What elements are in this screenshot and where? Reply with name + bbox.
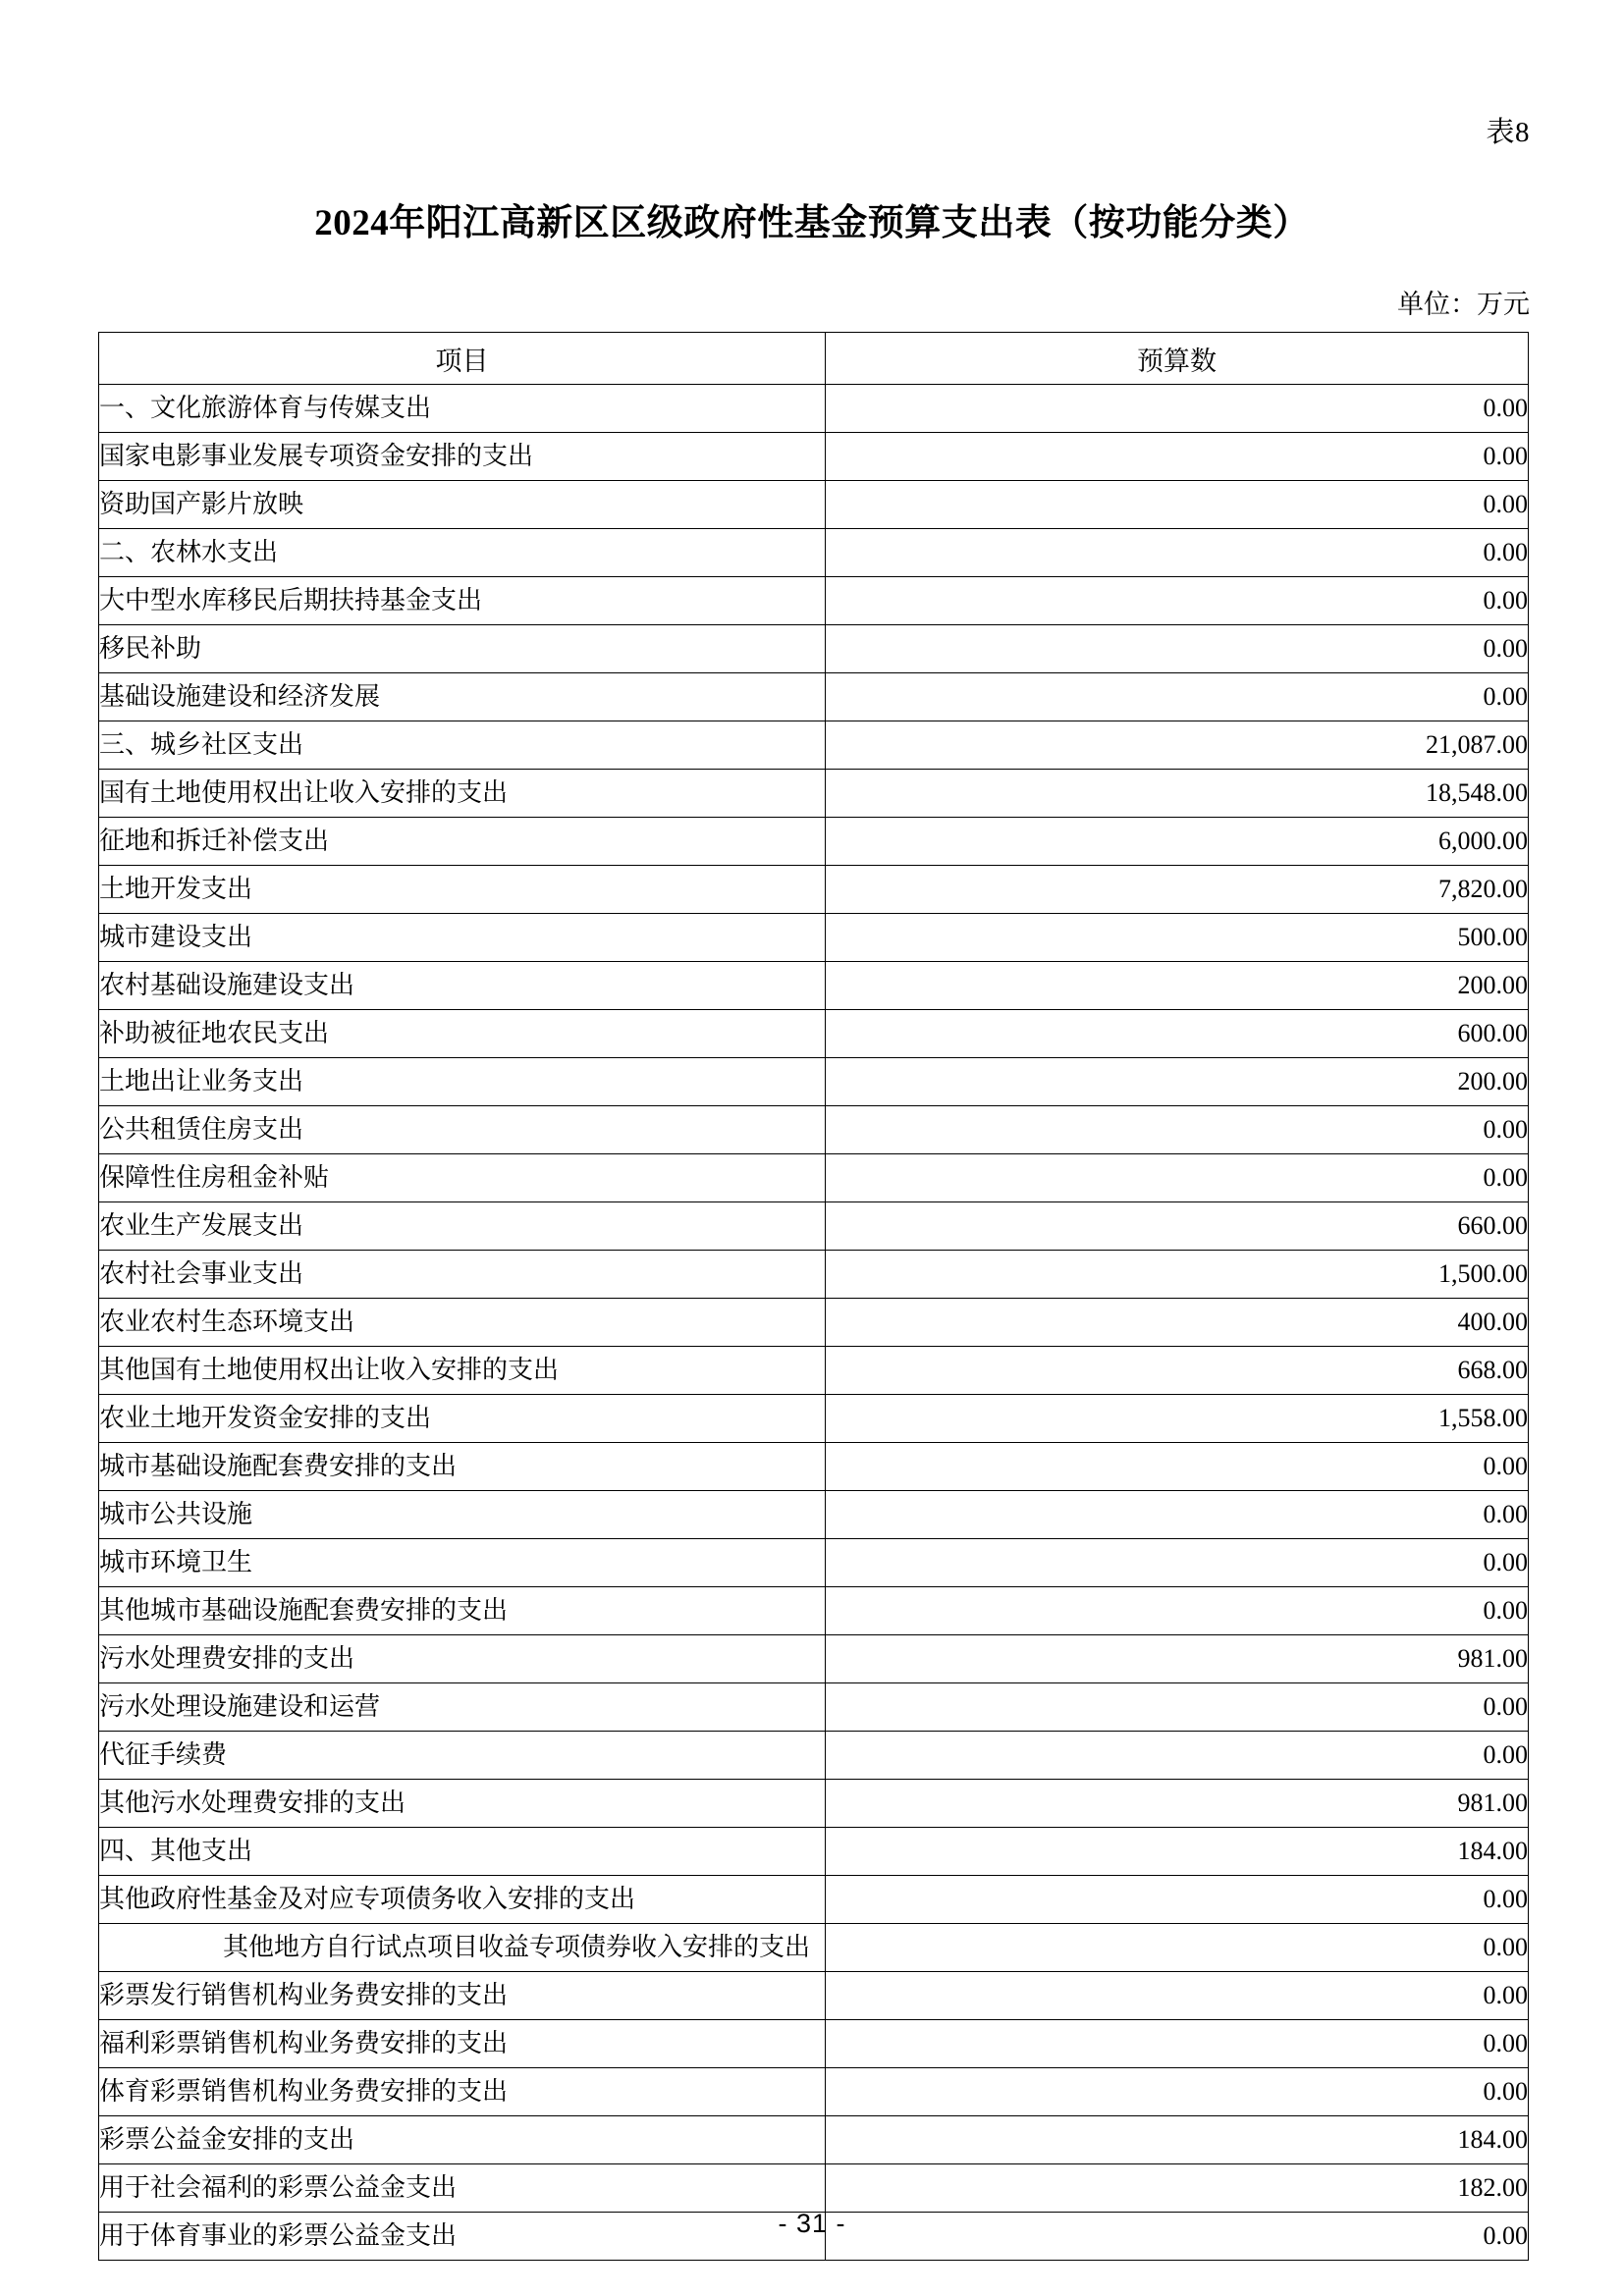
table-row [99,1635,1529,1683]
row-item-label: 体育彩票销售机构业务费安排的支出 [99,2068,826,2116]
row-item-label: 土地开发支出 [99,866,826,914]
table-row [99,866,1529,914]
table-row [99,818,1529,866]
row-item-label: 农业农村生态环境支出 [99,1299,826,1347]
row-item-label: 大中型水库移民后期扶持基金支出 [99,577,826,625]
table-row [99,770,1529,818]
row-budget-value: 0.00 [826,577,1529,625]
row-budget-value: 184.00 [826,2116,1529,2164]
row-budget-value: 0.00 [826,2213,1529,2261]
row-budget-value: 7,820.00 [826,866,1529,914]
table-row [99,1972,1529,2020]
row-item-label: 补助被征地农民支出 [99,1010,826,1058]
row-item-label: 城市环境卫生 [99,1539,826,1587]
table-row [99,1587,1529,1635]
table-row [99,1299,1529,1347]
row-item-label: 城市建设支出 [99,914,826,962]
table-row [99,1491,1529,1539]
row-item-label: 农业土地开发资金安排的支出 [99,1395,826,1443]
row-budget-value: 0.00 [826,1587,1529,1635]
table-row [99,1154,1529,1202]
row-budget-value: 0.00 [826,1876,1529,1924]
row-item-label: 其他污水处理费安排的支出 [99,1780,826,1828]
row-item-label: 代征手续费 [99,1732,826,1780]
table-body [99,385,1529,2261]
row-item-label: 彩票公益金安排的支出 [99,2116,826,2164]
row-budget-value: 981.00 [826,1635,1529,1683]
row-budget-value: 0.00 [826,1491,1529,1539]
row-budget-value: 0.00 [826,433,1529,481]
row-item-label: 其他国有土地使用权出让收入安排的支出 [99,1347,826,1395]
table-row [99,1780,1529,1828]
table-header-row [99,333,1529,385]
table-row [99,385,1529,433]
row-item-label: 移民补助 [99,625,826,673]
row-budget-value: 0.00 [826,481,1529,529]
table-row [99,2164,1529,2213]
column-header-item: 项目 [99,333,826,385]
budget-table-container [98,332,1528,2261]
table-row [99,1828,1529,1876]
table-row [99,481,1529,529]
budget-table [98,332,1529,2261]
table-row [99,2116,1529,2164]
row-item-label: 二、农林水支出 [99,529,826,577]
table-row [99,721,1529,770]
table-row [99,1876,1529,1924]
row-item-label: 四、其他支出 [99,1828,826,1876]
row-budget-value: 0.00 [826,2068,1529,2116]
page-title: 2024年阳江高新区区级政府性基金预算支出表（按功能分类） [314,203,1310,243]
table-row [99,1539,1529,1587]
row-item-label: 其他地方自行试点项目收益专项债券收入安排的支出 [99,1924,826,1972]
row-item-label: 城市基础设施配套费安排的支出 [99,1443,826,1491]
row-budget-value: 1,558.00 [826,1395,1529,1443]
row-item-label: 土地出让业务支出 [99,1058,826,1106]
row-item-label: 城市公共设施 [99,1491,826,1539]
table-row [99,433,1529,481]
row-budget-value: 182.00 [826,2164,1529,2213]
table-row [99,673,1529,721]
row-budget-value: 6,000.00 [826,818,1529,866]
table-row [99,2020,1529,2068]
row-budget-value: 21,087.00 [826,721,1529,770]
table-row [99,914,1529,962]
table-row [99,1347,1529,1395]
row-item-label: 用于体育事业的彩票公益金支出 [99,2213,826,2261]
row-budget-value: 0.00 [826,529,1529,577]
row-item-label: 农村社会事业支出 [99,1251,826,1299]
row-budget-value: 0.00 [826,1972,1529,2020]
row-budget-value: 668.00 [826,1347,1529,1395]
row-budget-value: 600.00 [826,1010,1529,1058]
row-budget-value: 200.00 [826,1058,1529,1106]
row-item-label: 用于社会福利的彩票公益金支出 [99,2164,826,2213]
row-budget-value: 0.00 [826,385,1529,433]
row-budget-value: 500.00 [826,914,1529,962]
row-item-label: 国有土地使用权出让收入安排的支出 [99,770,826,818]
row-budget-value: 18,548.00 [826,770,1529,818]
row-budget-value: 660.00 [826,1202,1529,1251]
row-budget-value: 400.00 [826,1299,1529,1347]
row-item-label: 公共租赁住房支出 [99,1106,826,1154]
row-budget-value: 0.00 [826,1154,1529,1202]
table-row [99,1202,1529,1251]
row-item-label: 农业生产发展支出 [99,1202,826,1251]
row-item-label: 征地和拆迁补偿支出 [99,818,826,866]
row-budget-value: 981.00 [826,1780,1529,1828]
row-item-label: 保障性住房租金补贴 [99,1154,826,1202]
row-item-label: 其他城市基础设施配套费安排的支出 [99,1587,826,1635]
row-budget-value: 200.00 [826,962,1529,1010]
table-row [99,1251,1529,1299]
row-item-label: 彩票发行销售机构业务费安排的支出 [99,1972,826,2020]
table-row [99,1010,1529,1058]
table-row [99,577,1529,625]
table-row [99,1058,1529,1106]
row-budget-value: 1,500.00 [826,1251,1529,1299]
table-header [99,333,1529,385]
row-item-label: 一、文化旅游体育与传媒支出 [99,385,826,433]
row-item-label: 国家电影事业发展专项资金安排的支出 [99,433,826,481]
row-budget-value: 0.00 [826,1683,1529,1732]
table-row [99,1732,1529,1780]
row-budget-value: 0.00 [826,1106,1529,1154]
table-row [99,1683,1529,1732]
row-item-label: 福利彩票销售机构业务费安排的支出 [99,2020,826,2068]
row-item-label: 污水处理费安排的支出 [99,1635,826,1683]
table-row [99,962,1529,1010]
table-row [99,2068,1529,2116]
row-budget-value: 0.00 [826,1924,1529,1972]
row-item-label: 基础设施建设和经济发展 [99,673,826,721]
row-budget-value: 184.00 [826,1828,1529,1876]
row-item-label: 污水处理设施建设和运营 [99,1683,826,1732]
row-budget-value: 0.00 [826,1443,1529,1491]
column-header-budget: 预算数 [826,333,1529,385]
table-row [99,529,1529,577]
table-row [99,1106,1529,1154]
unit-note: 单位：万元 [1397,290,1530,319]
row-budget-value: 0.00 [826,1539,1529,1587]
row-item-label: 其他政府性基金及对应专项债务收入安排的支出 [99,1876,826,1924]
table-row [99,1924,1529,1972]
table-row [99,625,1529,673]
row-budget-value: 0.00 [826,625,1529,673]
page-number: - 31 - [778,2209,846,2238]
table-row [99,1395,1529,1443]
row-budget-value: 0.00 [826,2020,1529,2068]
table-row [99,1443,1529,1491]
row-budget-value: 0.00 [826,673,1529,721]
row-item-label: 三、城乡社区支出 [99,721,826,770]
sheet-mark: 表8 [1486,117,1530,148]
row-budget-value: 0.00 [826,1732,1529,1780]
row-item-label: 农村基础设施建设支出 [99,962,826,1010]
row-item-label: 资助国产影片放映 [99,481,826,529]
